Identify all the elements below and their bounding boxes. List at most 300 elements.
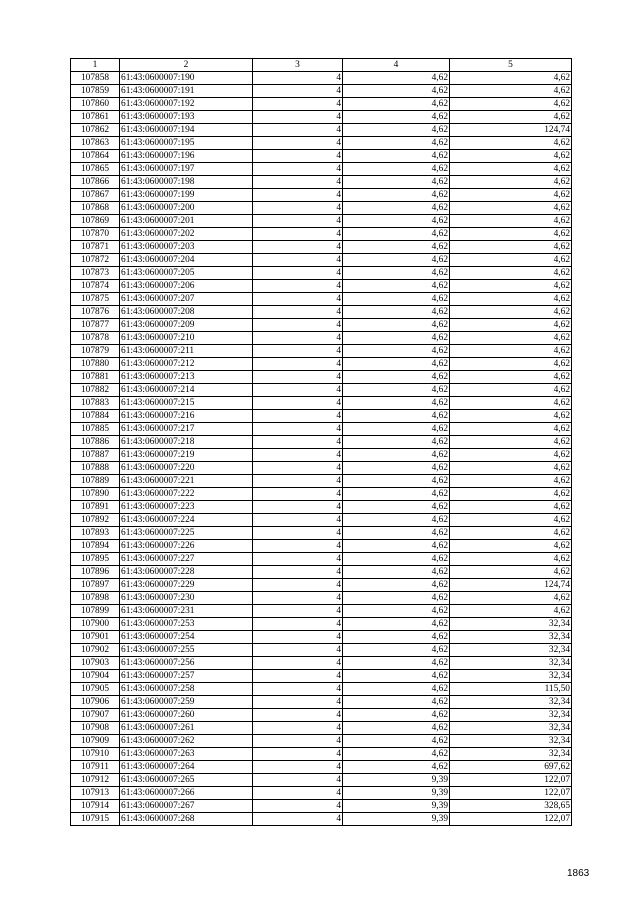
table-cell-col2: 61:43:0600007:260 <box>120 709 253 722</box>
table-cell-col4: 4,62 <box>343 384 450 397</box>
table-cell-col3: 4 <box>253 566 343 579</box>
table-cell-col5: 124,74 <box>450 124 572 137</box>
table-row <box>71 488 572 501</box>
table-cell-col2: 61:43:0600007:215 <box>120 397 253 410</box>
table-cell-col3: 4 <box>253 241 343 254</box>
table-cell-col2: 61:43:0600007:204 <box>120 254 253 267</box>
table-cell-col4: 4,62 <box>343 670 450 683</box>
table-cell-col4: 4,62 <box>343 488 450 501</box>
table-cell-col1: 107880 <box>71 358 120 371</box>
table-cell-col5: 32,34 <box>450 696 572 709</box>
table-cell-col3: 4 <box>253 683 343 696</box>
table-cell-col4: 4,62 <box>343 150 450 163</box>
table-cell-col4: 4,62 <box>343 722 450 735</box>
table-cell-col4: 4,62 <box>343 98 450 111</box>
table-cell-col2: 61:43:0600007:267 <box>120 800 253 813</box>
table-cell-col4: 4,62 <box>343 462 450 475</box>
table-cell-col4: 9,39 <box>343 813 450 826</box>
table-row <box>71 371 572 384</box>
table-row <box>71 254 572 267</box>
table-row <box>71 150 572 163</box>
table-row <box>71 85 572 98</box>
table-cell-col5: 697,62 <box>450 761 572 774</box>
table-row <box>71 410 572 423</box>
table-cell-col3: 4 <box>253 85 343 98</box>
table-cell-col1: 107867 <box>71 189 120 202</box>
table-cell-col2: 61:43:0600007:254 <box>120 631 253 644</box>
table-cell-col2: 61:43:0600007:190 <box>120 72 253 85</box>
table-cell-col1: 107905 <box>71 683 120 696</box>
table-cell-col3: 4 <box>253 618 343 631</box>
table-cell-col5: 4,62 <box>450 397 572 410</box>
table-cell-col3: 4 <box>253 813 343 826</box>
table-cell-col4: 4,62 <box>343 514 450 527</box>
table-cell-col1: 107869 <box>71 215 120 228</box>
table-row <box>71 748 572 761</box>
table-cell-col5: 4,62 <box>450 319 572 332</box>
table-cell-col5: 4,62 <box>450 540 572 553</box>
table-cell-col2: 61:43:0600007:226 <box>120 540 253 553</box>
table-row <box>71 423 572 436</box>
table-row <box>71 397 572 410</box>
table-cell-col1: 107886 <box>71 436 120 449</box>
column-header-1: 1 <box>71 59 120 72</box>
table-row <box>71 657 572 670</box>
data-table <box>70 58 572 826</box>
table-row <box>71 592 572 605</box>
table-cell-col4: 4,62 <box>343 449 450 462</box>
table-cell-col5: 4,62 <box>450 150 572 163</box>
table-cell-col2: 61:43:0600007:255 <box>120 644 253 657</box>
table-cell-col4: 4,62 <box>343 631 450 644</box>
table-cell-col4: 4,62 <box>343 241 450 254</box>
table-cell-col3: 4 <box>253 592 343 605</box>
table-cell-col2: 61:43:0600007:266 <box>120 787 253 800</box>
table-cell-col4: 4,62 <box>343 579 450 592</box>
table-cell-col2: 61:43:0600007:205 <box>120 267 253 280</box>
table-cell-col2: 61:43:0600007:263 <box>120 748 253 761</box>
table-cell-col1: 107862 <box>71 124 120 137</box>
table-cell-col3: 4 <box>253 449 343 462</box>
table-cell-col3: 4 <box>253 696 343 709</box>
table-cell-col3: 4 <box>253 319 343 332</box>
table-cell-col3: 4 <box>253 371 343 384</box>
table-cell-col3: 4 <box>253 358 343 371</box>
table-cell-col1: 107871 <box>71 241 120 254</box>
table-cell-col5: 4,62 <box>450 475 572 488</box>
table-row <box>71 306 572 319</box>
table-row <box>71 189 572 202</box>
table-row <box>71 813 572 826</box>
table-cell-col3: 4 <box>253 475 343 488</box>
table-cell-col1: 107890 <box>71 488 120 501</box>
table-cell-col4: 4,62 <box>343 683 450 696</box>
table-cell-col5: 4,62 <box>450 202 572 215</box>
table-cell-col2: 61:43:0600007:268 <box>120 813 253 826</box>
table-cell-col3: 4 <box>253 553 343 566</box>
table-cell-col5: 32,34 <box>450 709 572 722</box>
table-cell-col1: 107884 <box>71 410 120 423</box>
table-cell-col3: 4 <box>253 111 343 124</box>
table-cell-col1: 107887 <box>71 449 120 462</box>
table-cell-col4: 9,39 <box>343 800 450 813</box>
table-cell-col2: 61:43:0600007:191 <box>120 85 253 98</box>
table-cell-col3: 4 <box>253 735 343 748</box>
table-cell-col5: 4,62 <box>450 410 572 423</box>
table-cell-col3: 4 <box>253 579 343 592</box>
table-row <box>71 280 572 293</box>
table-cell-col3: 4 <box>253 644 343 657</box>
table-cell-col3: 4 <box>253 202 343 215</box>
table-body <box>71 72 572 826</box>
table-cell-col3: 4 <box>253 176 343 189</box>
table-cell-col1: 107864 <box>71 150 120 163</box>
table-cell-col2: 61:43:0600007:258 <box>120 683 253 696</box>
table-cell-col2: 61:43:0600007:203 <box>120 241 253 254</box>
table-cell-col3: 4 <box>253 462 343 475</box>
table-cell-col1: 107875 <box>71 293 120 306</box>
table-cell-col1: 107863 <box>71 137 120 150</box>
table-row <box>71 670 572 683</box>
table-header <box>71 59 572 72</box>
table-cell-col4: 4,62 <box>343 618 450 631</box>
table-cell-col2: 61:43:0600007:197 <box>120 163 253 176</box>
table-cell-col5: 4,62 <box>450 176 572 189</box>
table-cell-col4: 4,62 <box>343 202 450 215</box>
table-cell-col1: 107861 <box>71 111 120 124</box>
table-row <box>71 553 572 566</box>
table-row <box>71 332 572 345</box>
table-cell-col2: 61:43:0600007:223 <box>120 501 253 514</box>
table-row <box>71 683 572 696</box>
table-cell-col5: 4,62 <box>450 189 572 202</box>
table-cell-col3: 4 <box>253 228 343 241</box>
table-cell-col4: 4,62 <box>343 540 450 553</box>
table-cell-col3: 4 <box>253 332 343 345</box>
table-cell-col3: 4 <box>253 514 343 527</box>
header-row <box>71 59 572 72</box>
table-cell-col5: 4,62 <box>450 72 572 85</box>
table-cell-col2: 61:43:0600007:201 <box>120 215 253 228</box>
table-cell-col3: 4 <box>253 98 343 111</box>
table-cell-col1: 107910 <box>71 748 120 761</box>
table-cell-col1: 107883 <box>71 397 120 410</box>
table-row <box>71 514 572 527</box>
table-row <box>71 774 572 787</box>
table-cell-col2: 61:43:0600007:198 <box>120 176 253 189</box>
table-row <box>71 735 572 748</box>
table-cell-col1: 107888 <box>71 462 120 475</box>
table-cell-col2: 61:43:0600007:229 <box>120 579 253 592</box>
table-cell-col4: 4,62 <box>343 163 450 176</box>
table-row <box>71 98 572 111</box>
table-cell-col1: 107902 <box>71 644 120 657</box>
table-cell-col5: 328,65 <box>450 800 572 813</box>
table-cell-col5: 4,62 <box>450 436 572 449</box>
table-cell-col4: 4,62 <box>343 553 450 566</box>
table-cell-col5: 4,62 <box>450 527 572 540</box>
table-cell-col2: 61:43:0600007:256 <box>120 657 253 670</box>
table-cell-col3: 4 <box>253 605 343 618</box>
table-cell-col4: 4,62 <box>343 189 450 202</box>
table-row <box>71 124 572 137</box>
table-cell-col5: 4,62 <box>450 215 572 228</box>
table-cell-col2: 61:43:0600007:218 <box>120 436 253 449</box>
table-cell-col1: 107896 <box>71 566 120 579</box>
table-cell-col4: 4,62 <box>343 761 450 774</box>
table-cell-col2: 61:43:0600007:230 <box>120 592 253 605</box>
table-cell-col5: 4,62 <box>450 293 572 306</box>
table-cell-col5: 4,62 <box>450 306 572 319</box>
table-cell-col1: 107913 <box>71 787 120 800</box>
table-cell-col5: 4,62 <box>450 462 572 475</box>
table-cell-col5: 4,62 <box>450 345 572 358</box>
table-cell-col1: 107892 <box>71 514 120 527</box>
table-cell-col1: 107881 <box>71 371 120 384</box>
page-number: 1863 <box>567 868 590 879</box>
table-cell-col4: 4,62 <box>343 644 450 657</box>
table-cell-col1: 107876 <box>71 306 120 319</box>
table-cell-col4: 4,62 <box>343 436 450 449</box>
table-cell-col3: 4 <box>253 631 343 644</box>
table-cell-col4: 4,62 <box>343 475 450 488</box>
table-cell-col3: 4 <box>253 384 343 397</box>
table-row <box>71 202 572 215</box>
table-cell-col3: 4 <box>253 306 343 319</box>
table-cell-col5: 4,62 <box>450 280 572 293</box>
table-row <box>71 644 572 657</box>
table-row <box>71 176 572 189</box>
table-cell-col4: 4,62 <box>343 397 450 410</box>
column-header-2: 2 <box>120 59 253 72</box>
table-row <box>71 787 572 800</box>
table-cell-col1: 107901 <box>71 631 120 644</box>
table-cell-col2: 61:43:0600007:209 <box>120 319 253 332</box>
table-cell-col1: 107911 <box>71 761 120 774</box>
table-cell-col3: 4 <box>253 436 343 449</box>
table-cell-col1: 107878 <box>71 332 120 345</box>
table-cell-col4: 4,62 <box>343 735 450 748</box>
table-cell-col2: 61:43:0600007:222 <box>120 488 253 501</box>
table-cell-col2: 61:43:0600007:216 <box>120 410 253 423</box>
table-cell-col4: 4,62 <box>343 501 450 514</box>
table-cell-col4: 4,62 <box>343 748 450 761</box>
table-cell-col2: 61:43:0600007:224 <box>120 514 253 527</box>
table-cell-col3: 4 <box>253 722 343 735</box>
table-cell-col3: 4 <box>253 189 343 202</box>
table-cell-col5: 4,62 <box>450 592 572 605</box>
table-cell-col4: 4,62 <box>343 228 450 241</box>
table-cell-col4: 4,62 <box>343 267 450 280</box>
table-cell-col5: 32,34 <box>450 670 572 683</box>
table-cell-col1: 107904 <box>71 670 120 683</box>
table-cell-col3: 4 <box>253 423 343 436</box>
table-row <box>71 605 572 618</box>
table-cell-col3: 4 <box>253 267 343 280</box>
table-row <box>71 540 572 553</box>
table-cell-col1: 107912 <box>71 774 120 787</box>
table-cell-col2: 61:43:0600007:210 <box>120 332 253 345</box>
table-cell-col4: 4,62 <box>343 332 450 345</box>
table-cell-col3: 4 <box>253 137 343 150</box>
table-cell-col3: 4 <box>253 709 343 722</box>
table-cell-col5: 32,34 <box>450 631 572 644</box>
table-cell-col2: 61:43:0600007:257 <box>120 670 253 683</box>
table-cell-col2: 61:43:0600007:202 <box>120 228 253 241</box>
table-cell-col3: 4 <box>253 488 343 501</box>
table-cell-col2: 61:43:0600007:208 <box>120 306 253 319</box>
table-cell-col2: 61:43:0600007:195 <box>120 137 253 150</box>
table-cell-col2: 61:43:0600007:228 <box>120 566 253 579</box>
table-cell-col1: 107907 <box>71 709 120 722</box>
table-row <box>71 293 572 306</box>
table-cell-col1: 107879 <box>71 345 120 358</box>
table-cell-col4: 4,62 <box>343 111 450 124</box>
table-cell-col1: 107874 <box>71 280 120 293</box>
table-cell-col5: 4,62 <box>450 111 572 124</box>
table-cell-col1: 107908 <box>71 722 120 735</box>
table-cell-col3: 4 <box>253 787 343 800</box>
table-row <box>71 527 572 540</box>
table-cell-col3: 4 <box>253 540 343 553</box>
table-cell-col2: 61:43:0600007:194 <box>120 124 253 137</box>
table-cell-col2: 61:43:0600007:206 <box>120 280 253 293</box>
table-row <box>71 215 572 228</box>
table-cell-col4: 4,62 <box>343 319 450 332</box>
table-cell-col1: 107906 <box>71 696 120 709</box>
table-cell-col5: 4,62 <box>450 98 572 111</box>
table-row <box>71 618 572 631</box>
table-cell-col1: 107895 <box>71 553 120 566</box>
table-cell-col4: 4,62 <box>343 371 450 384</box>
table-cell-col5: 32,34 <box>450 735 572 748</box>
table-cell-col2: 61:43:0600007:212 <box>120 358 253 371</box>
table-cell-col5: 4,62 <box>450 163 572 176</box>
table-cell-col1: 107915 <box>71 813 120 826</box>
table-row <box>71 631 572 644</box>
table-cell-col1: 107897 <box>71 579 120 592</box>
table-cell-col1: 107900 <box>71 618 120 631</box>
table-cell-col2: 61:43:0600007:221 <box>120 475 253 488</box>
table-cell-col2: 61:43:0600007:199 <box>120 189 253 202</box>
table-cell-col3: 4 <box>253 774 343 787</box>
table-cell-col1: 107893 <box>71 527 120 540</box>
table-cell-col1: 107860 <box>71 98 120 111</box>
table-cell-col2: 61:43:0600007:227 <box>120 553 253 566</box>
table-cell-col2: 61:43:0600007:262 <box>120 735 253 748</box>
table-cell-col1: 107909 <box>71 735 120 748</box>
table-cell-col5: 4,62 <box>450 85 572 98</box>
table-cell-col5: 122,07 <box>450 774 572 787</box>
table-row <box>71 436 572 449</box>
table-cell-col5: 4,62 <box>450 514 572 527</box>
table-cell-col5: 4,62 <box>450 449 572 462</box>
table-cell-col3: 4 <box>253 150 343 163</box>
table-row <box>71 761 572 774</box>
table-cell-col1: 107873 <box>71 267 120 280</box>
table-cell-col3: 4 <box>253 410 343 423</box>
table-cell-col5: 32,34 <box>450 657 572 670</box>
table-cell-col5: 4,62 <box>450 384 572 397</box>
table-cell-col3: 4 <box>253 254 343 267</box>
table-cell-col3: 4 <box>253 748 343 761</box>
table-cell-col4: 4,62 <box>343 592 450 605</box>
table-cell-col3: 4 <box>253 345 343 358</box>
table-cell-col3: 4 <box>253 670 343 683</box>
table-row <box>71 566 572 579</box>
table-row <box>71 228 572 241</box>
table-cell-col5: 4,62 <box>450 254 572 267</box>
table-cell-col4: 4,62 <box>343 137 450 150</box>
table-row <box>71 345 572 358</box>
table-cell-col3: 4 <box>253 761 343 774</box>
table-row <box>71 137 572 150</box>
table-cell-col3: 4 <box>253 293 343 306</box>
table-cell-col4: 4,62 <box>343 293 450 306</box>
table-cell-col1: 107899 <box>71 605 120 618</box>
table-cell-col5: 32,34 <box>450 722 572 735</box>
table-cell-col1: 107882 <box>71 384 120 397</box>
table-cell-col4: 4,62 <box>343 85 450 98</box>
table-cell-col5: 32,34 <box>450 618 572 631</box>
table-cell-col4: 4,62 <box>343 345 450 358</box>
table-cell-col4: 4,62 <box>343 709 450 722</box>
table-cell-col4: 4,62 <box>343 280 450 293</box>
table-cell-col1: 107868 <box>71 202 120 215</box>
table-cell-col2: 61:43:0600007:207 <box>120 293 253 306</box>
table-cell-col5: 4,62 <box>450 371 572 384</box>
table-cell-col2: 61:43:0600007:211 <box>120 345 253 358</box>
table-cell-col4: 4,62 <box>343 72 450 85</box>
table-cell-col2: 61:43:0600007:219 <box>120 449 253 462</box>
table-cell-col1: 107866 <box>71 176 120 189</box>
table-cell-col4: 4,62 <box>343 696 450 709</box>
table-cell-col5: 4,62 <box>450 137 572 150</box>
table-cell-col5: 122,07 <box>450 787 572 800</box>
column-header-4: 4 <box>343 59 450 72</box>
table-cell-col1: 107877 <box>71 319 120 332</box>
table-cell-col2: 61:43:0600007:231 <box>120 605 253 618</box>
table-cell-col1: 107885 <box>71 423 120 436</box>
table-cell-col2: 61:43:0600007:193 <box>120 111 253 124</box>
table-cell-col1: 107858 <box>71 72 120 85</box>
table-cell-col2: 61:43:0600007:264 <box>120 761 253 774</box>
table-cell-col2: 61:43:0600007:196 <box>120 150 253 163</box>
table-cell-col5: 4,62 <box>450 241 572 254</box>
column-header-5: 5 <box>450 59 572 72</box>
table-cell-col1: 107865 <box>71 163 120 176</box>
table-cell-col1: 107870 <box>71 228 120 241</box>
table-row <box>71 449 572 462</box>
table-cell-col2: 61:43:0600007:225 <box>120 527 253 540</box>
table-cell-col4: 4,62 <box>343 124 450 137</box>
table-cell-col2: 61:43:0600007:200 <box>120 202 253 215</box>
table-cell-col5: 4,62 <box>450 423 572 436</box>
table-row <box>71 241 572 254</box>
table-cell-col3: 4 <box>253 527 343 540</box>
table-cell-col3: 4 <box>253 657 343 670</box>
table-cell-col5: 4,62 <box>450 501 572 514</box>
table-cell-col4: 4,62 <box>343 254 450 267</box>
table-cell-col4: 4,62 <box>343 423 450 436</box>
table-cell-col2: 61:43:0600007:192 <box>120 98 253 111</box>
table-cell-col4: 4,62 <box>343 306 450 319</box>
table-row <box>71 72 572 85</box>
table-row <box>71 709 572 722</box>
table-cell-col1: 107894 <box>71 540 120 553</box>
table-cell-col3: 4 <box>253 124 343 137</box>
table-cell-col4: 4,62 <box>343 527 450 540</box>
